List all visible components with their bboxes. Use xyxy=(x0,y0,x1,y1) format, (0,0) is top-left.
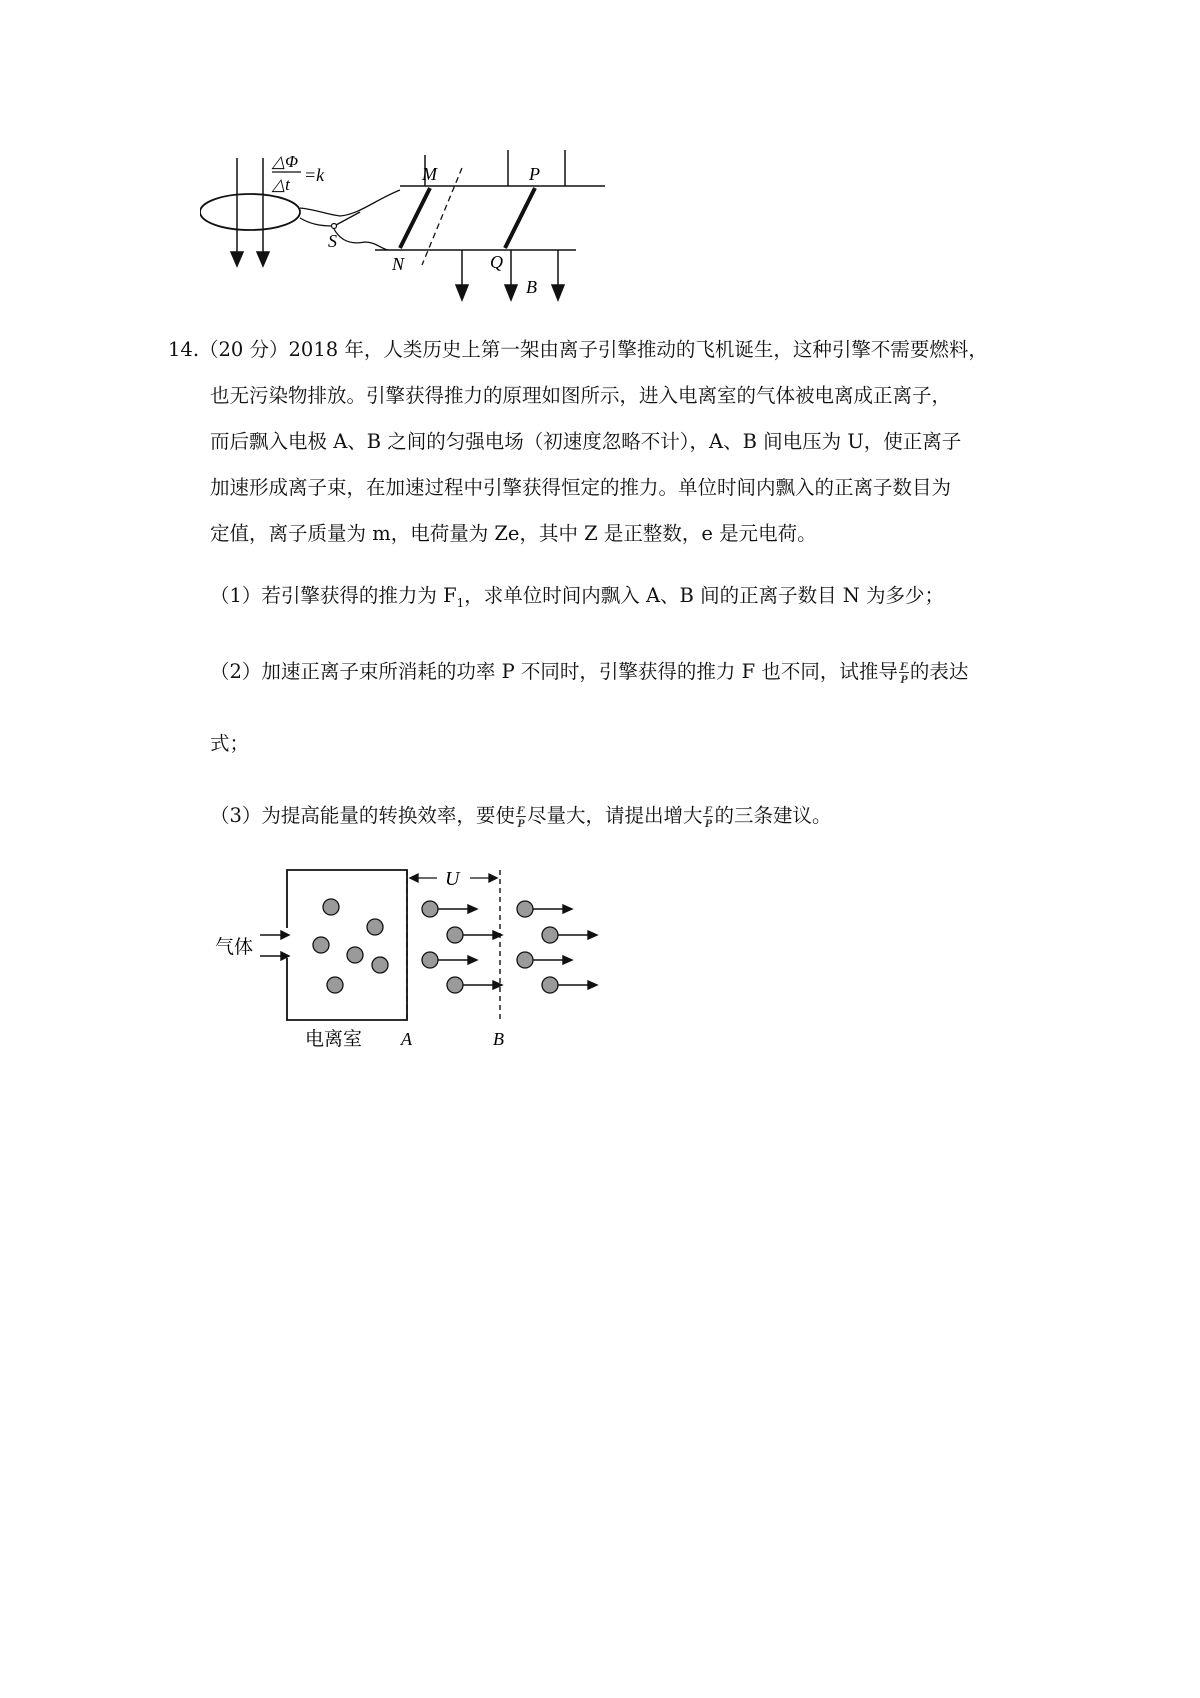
label-A: A xyxy=(401,1029,412,1049)
q14-part-3 xyxy=(210,800,831,831)
label-Q: Q xyxy=(490,252,503,272)
label-S: S xyxy=(328,231,337,251)
part2-text-b: 的表达 xyxy=(909,660,969,683)
label-B: B xyxy=(526,277,537,297)
fraction-F-over-P: $\frac{F}{P}$ xyxy=(516,803,525,830)
part1-text-b: ，求单位时间内飘入 A、B 间的正离子数目 N 为多少； xyxy=(464,584,945,607)
label-B2: B xyxy=(493,1029,504,1049)
part3-text-a: （3）为提高能量的转换效率，要使 xyxy=(210,804,515,827)
label-P: P xyxy=(529,164,540,184)
figure-q14-ion-engine xyxy=(205,860,635,1050)
fraction-F-over-P: $\frac{F}{P}$ xyxy=(704,803,713,830)
flux-num: △Φ xyxy=(272,152,299,171)
figure-q13-circuit xyxy=(200,150,680,335)
coil xyxy=(200,194,300,230)
q14-line-1: 14.（20 分）2018 年，人类历史上第一架由离子引擎推动的飞机诞生，这种引擎不需要燃料， xyxy=(168,338,988,361)
label-M: M xyxy=(422,164,437,184)
q14-line-4: 加速形成离子束，在加速过程中引擎获得恒定的推力。单位时间内飘入的正离子数目为 xyxy=(210,476,952,499)
flux-eq: =k xyxy=(304,165,325,185)
gas-label: 气体 xyxy=(215,936,254,958)
q14-line-2: 也无污染物排放。引擎获得推力的原理如图所示，进入电离室的气体被电离成正离子， xyxy=(210,384,952,407)
label-U: U xyxy=(445,868,460,890)
part1-sub: 1 xyxy=(456,595,465,610)
label-N: N xyxy=(392,254,405,274)
rod-MN xyxy=(400,188,430,248)
q14-part-1 xyxy=(210,580,944,619)
q14-line-5: 定值，离子质量为 m，电荷量为 Ze，其中 Z 是正整数，e 是元电荷。 xyxy=(210,522,817,545)
part3-text-c: 的三条建议。 xyxy=(714,804,832,827)
part2-text-a: （2）加速正离子束所消耗的功率 P 不同时，引擎获得的推力 F 也不同，试推导 xyxy=(210,660,898,683)
q14-part-2-cont: 式； xyxy=(210,732,250,755)
fraction-F-over-P: $\frac{F}{P}$ xyxy=(899,659,908,686)
chamber-label: 电离室 xyxy=(305,1028,363,1050)
q14-line-3: 而后飘入电极 A、B 之间的匀强电场（初速度忽略不计），A、B 间电压为 U，使正离子 xyxy=(210,430,962,453)
rod-PQ xyxy=(505,188,535,248)
q14-part-2 xyxy=(210,656,968,687)
flux-den: △t xyxy=(272,175,290,194)
part1-text-a: （1）若引擎获得的推力为 F xyxy=(210,584,457,607)
part3-text-b: 尽量大，请提出增大 xyxy=(526,804,703,827)
